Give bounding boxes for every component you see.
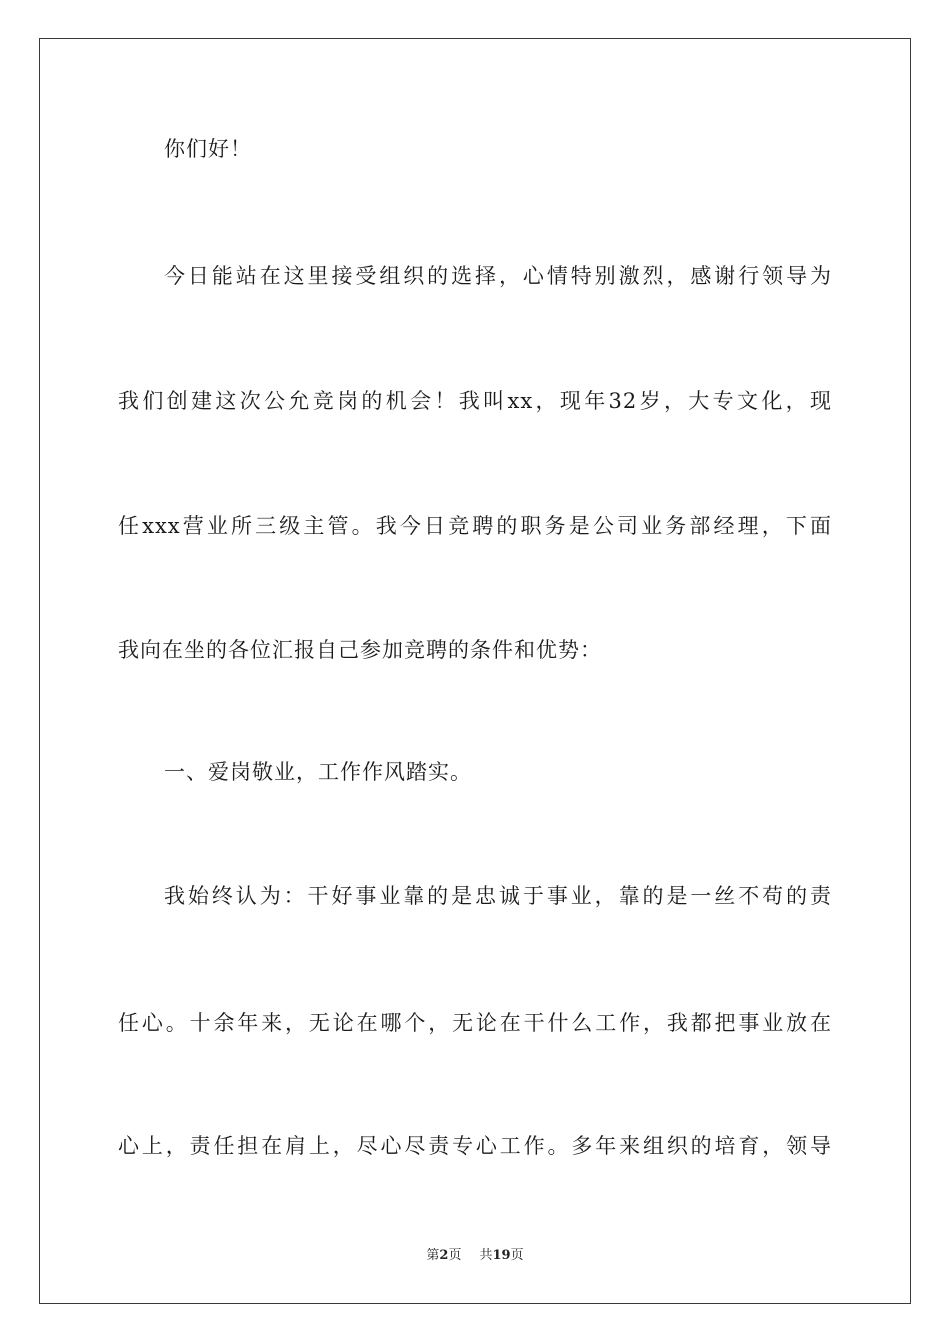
footer-page-prefix: 第 xyxy=(426,1248,440,1263)
footer-page-suffix: 页 xyxy=(448,1248,462,1263)
paragraph-2-line-3: 心上，责任担在肩上，尽心尽责专心工作。多年来组织的培育，领导 xyxy=(118,1134,832,1158)
footer-total-suffix: 页 xyxy=(510,1248,524,1263)
paragraph-1-line-3: 任xxx营业所三级主管。我今日竞聘的职务是公司业务部经理，下面 xyxy=(118,514,832,538)
paragraph-2-line-1: 我始终认为：干好事业靠的是忠诚于事业，靠的是一丝不苟的责 xyxy=(164,884,832,908)
paragraph-1-line-4: 我向在坐的各位汇报自己参加竞聘的条件和优势： xyxy=(118,638,602,662)
footer-page-current: 2 xyxy=(439,1248,449,1263)
greeting-line: 你们好！ xyxy=(164,137,252,161)
footer-page-total: 19 xyxy=(492,1248,511,1263)
section-heading-1: 一、爱岗敬业，工作作风踏实。 xyxy=(164,760,472,784)
footer-total-prefix: 共 xyxy=(479,1248,493,1263)
page-footer xyxy=(0,1247,950,1265)
page-border xyxy=(39,38,911,1304)
paragraph-1-line-2: 我们创建这次公允竞岗的机会！我叫xx，现年32岁，大专文化，现 xyxy=(118,389,832,413)
paragraph-1-line-1: 今日能站在这里接受组织的选择，心情特别激烈，感谢行领导为 xyxy=(164,264,832,288)
paragraph-2-line-2: 任心。十余年来，无论在哪个，无论在干什么工作，我都把事业放在 xyxy=(118,1011,832,1035)
